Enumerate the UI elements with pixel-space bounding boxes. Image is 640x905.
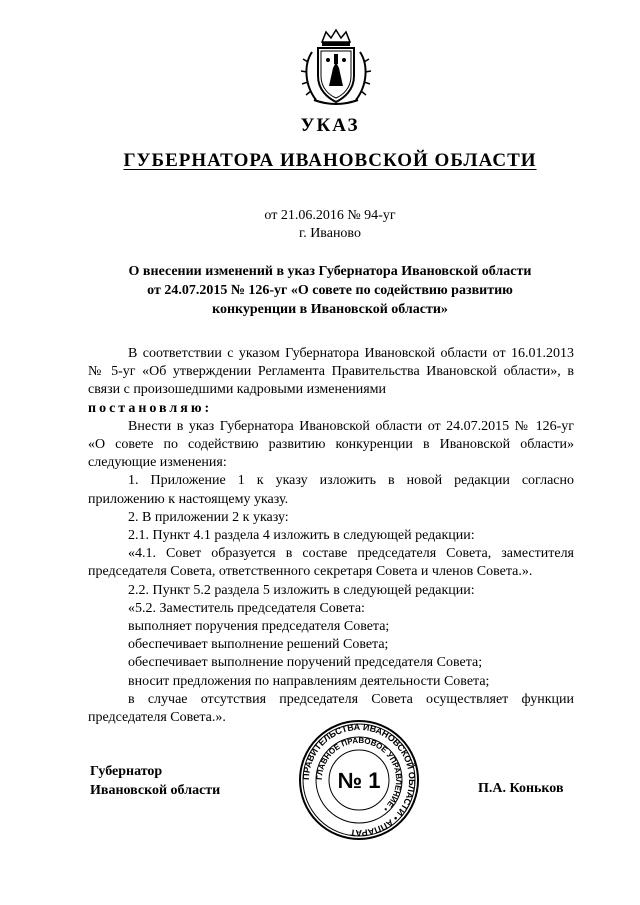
body-paragraph: вносит предложения по направлениям деятельности Совета; <box>128 673 490 689</box>
body-paragraph: «5.2. Заместитель председателя Совета: <box>128 600 365 616</box>
body-paragraph: обеспечивает выполнение решений Совета; <box>128 637 389 653</box>
coat-of-arms-icon <box>300 28 372 106</box>
position-line: Губернатор <box>90 764 163 779</box>
signatory-position <box>90 762 220 800</box>
document-title: УКАЗ <box>300 115 360 136</box>
body-paragraph: «4.1. Совет образуется в составе председателя Совета, заместителя председателя Совета, ответственного секретаря Совета и членов Совета.». <box>88 546 574 580</box>
preamble-paragraph: В соответствии с указом Губернатора Ивановской области от 16.01.2013 № 5-уг «Об утверждении Регламента Правительства Ивановской области», в связи с произошедшими кадровыми изменениями <box>88 346 574 398</box>
official-seal-stamp <box>298 719 420 841</box>
subject-line: О внесении изменений в указ Губернатора Ивановской области <box>128 264 532 279</box>
date-block <box>0 207 640 243</box>
position-line: Ивановской области <box>90 783 221 798</box>
body-paragraph: выполняет поручения председателя Совета; <box>128 619 390 635</box>
body-paragraph: 2.1. Пункт 4.1 раздела 4 изложить в следующей редакции: <box>128 528 475 544</box>
body-paragraph: в случае отсутствия председателя Совета осуществляет функции председателя Совета.». <box>88 691 574 726</box>
decree-body <box>88 345 574 727</box>
body-paragraph: обеспечивает выполнение поручений председателя Совета; <box>128 655 483 671</box>
decree-date-number: от 21.06.2016 № 94-уг <box>264 208 396 223</box>
subject-line: конкуренции в Ивановской области» <box>212 302 448 317</box>
issuing-authority: ГУБЕРНАТОРА ИВАНОВСКОЙ ОБЛАСТИ <box>123 150 537 171</box>
seal-inner-text: ГЛАВНОЕ ПРАВОВОЕ УПРАВЛЕНИЕ • <box>314 735 404 814</box>
body-paragraph: Внести в указ Губернатора Ивановской области от 24.07.2015 № 126-уг «О совете по содействию развитию конкуренции в Ивановской области» следующие изменения: <box>88 418 574 471</box>
body-paragraph: 2. В приложении 2 к указу: <box>128 509 289 525</box>
body-paragraph: 2.2. Пункт 5.2 раздела 5 изложить в следующей редакции: <box>128 582 475 598</box>
decree-operative-word: постановляю: <box>88 400 213 416</box>
subject-line: от 24.07.2015 № 126-уг «О совете по содействию развитию <box>147 283 513 298</box>
body-paragraph: 1. Приложение 1 к указу изложить в новой редакции согласно приложению к настоящему указу. <box>88 473 574 507</box>
seal-outer-text: ПРАВИТЕЛЬСТВА ИВАНОВСКОЙ ОБЛАСТИ • АППАРАТ <box>300 721 418 839</box>
decree-subject <box>100 262 560 319</box>
seal-number: № 1 <box>337 768 381 793</box>
city: г. Иваново <box>299 226 361 241</box>
signatory-name: П.А. Коньков <box>478 781 564 796</box>
